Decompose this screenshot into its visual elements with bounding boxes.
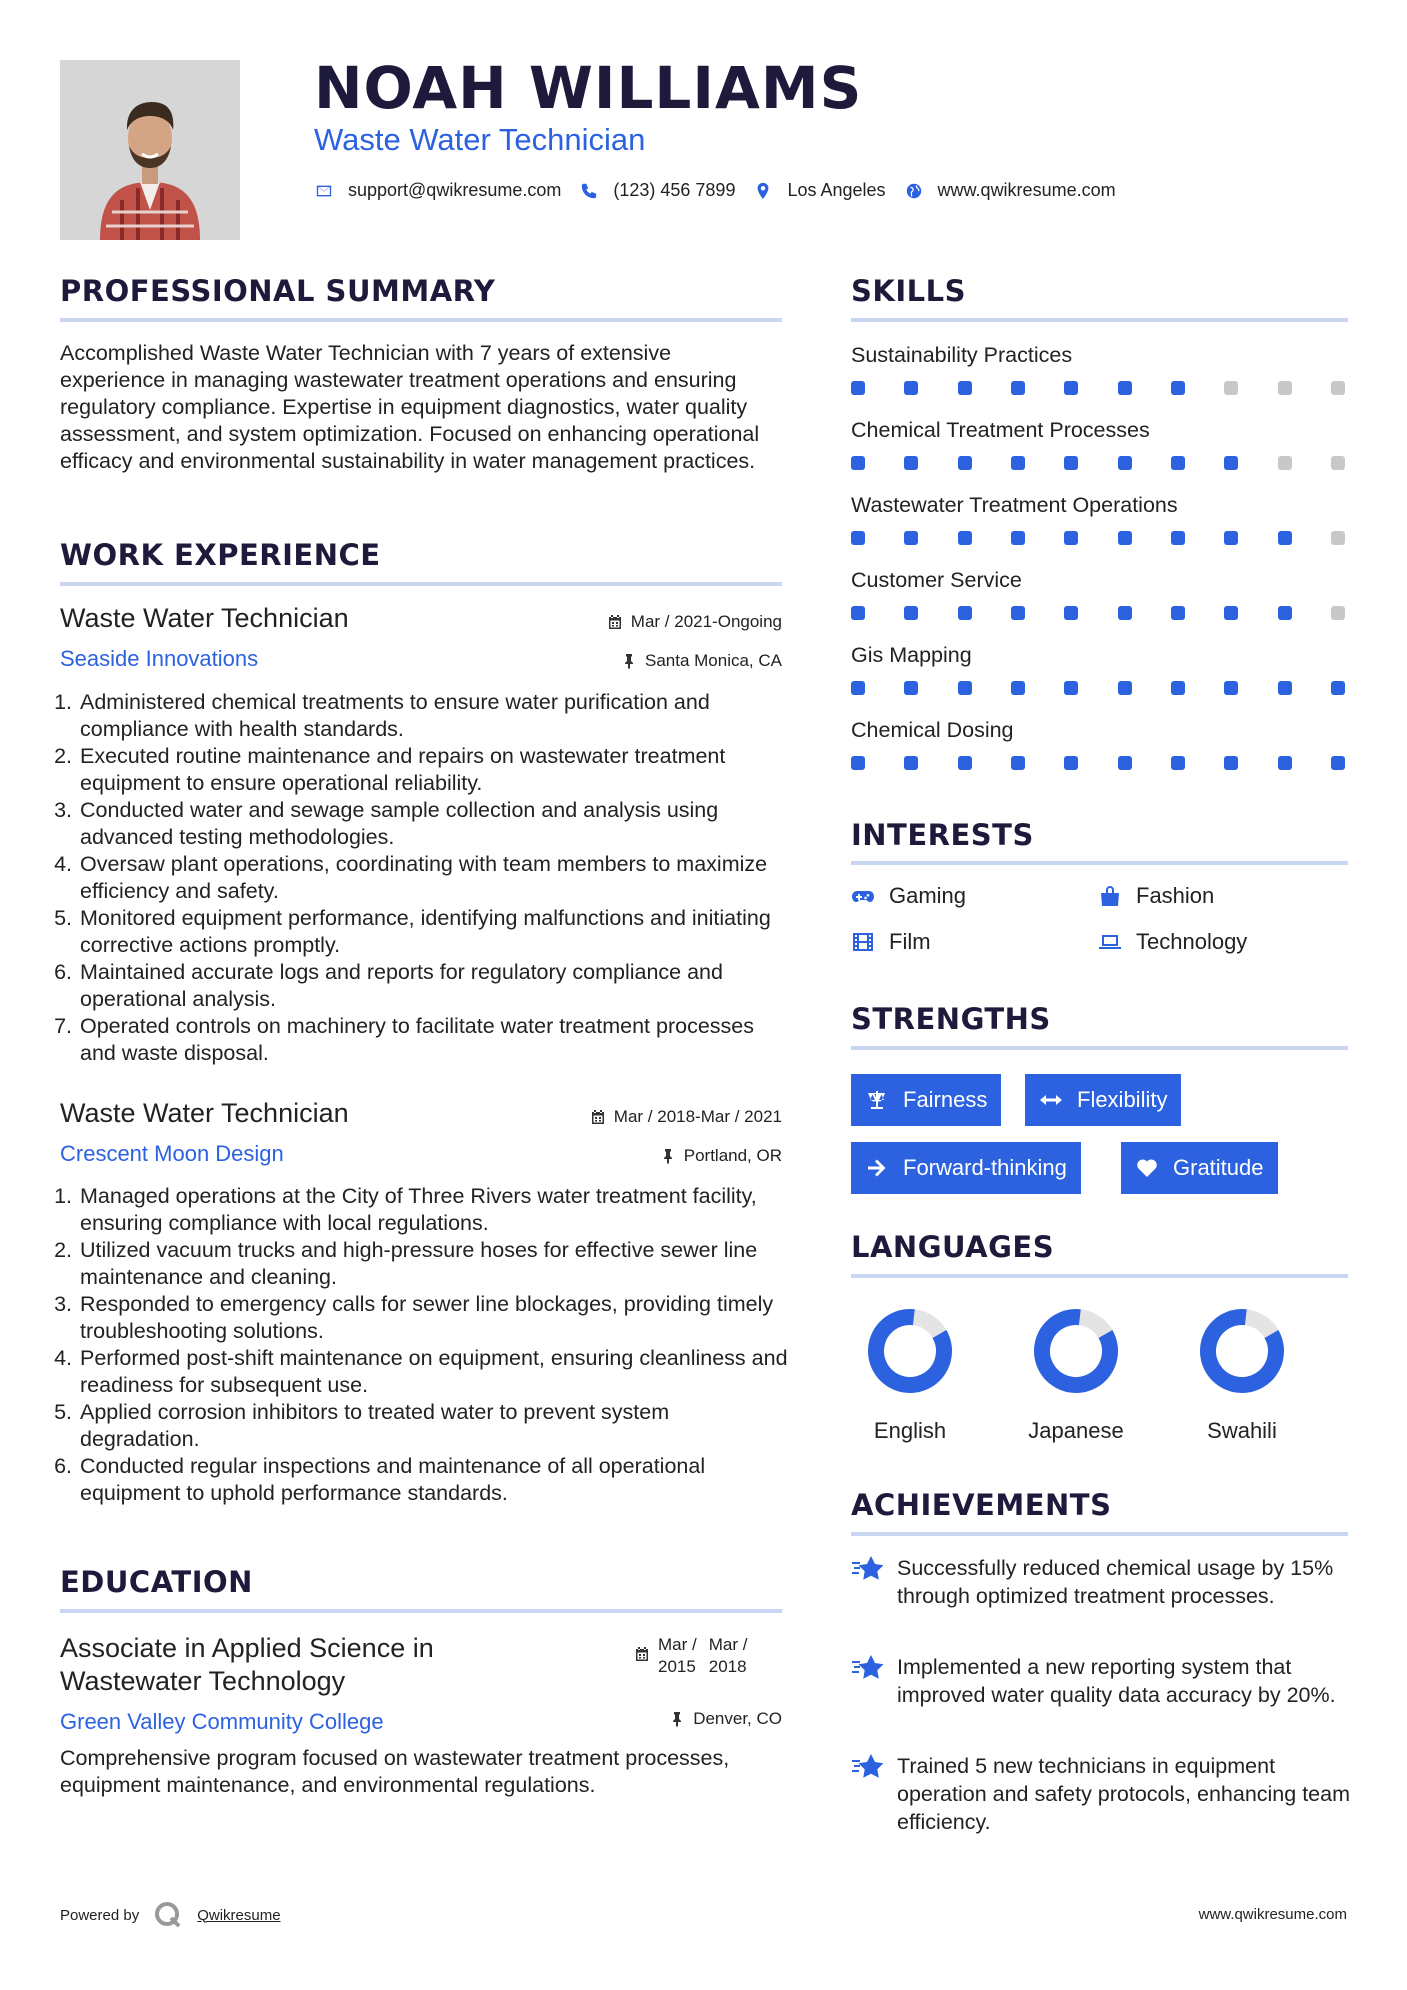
skill-dot-filled: [904, 531, 918, 545]
list-item: 3. Responded to emergency calls for sewer line blockages, providing timely troubleshooting solutions.: [78, 1291, 792, 1345]
education-rule: [60, 1609, 782, 1613]
degree-line: Associate in Applied Science in: [60, 1633, 434, 1663]
interest-item: [1098, 929, 1247, 955]
skill-dot-filled: [1011, 681, 1025, 695]
skill-level-dots: [851, 681, 1345, 695]
skill-dot-empty: [1331, 456, 1345, 470]
phone-text: (123) 456 7899: [613, 180, 736, 200]
achievements-rule: [851, 1532, 1348, 1536]
footer-brand: [60, 1900, 281, 1930]
email-text: support@qwikresume.com: [348, 180, 562, 200]
start-year: 2015: [658, 1657, 696, 1676]
skill-dot-filled: [1224, 681, 1238, 695]
list-item: 4. Performed post-shift maintenance on equipment, ensuring cleanliness and readiness for subsequent use.: [78, 1345, 792, 1399]
interest-label: Fashion: [1136, 883, 1215, 908]
skill-dot-filled: [958, 681, 972, 695]
skills-heading: SKILLS: [851, 274, 966, 308]
language-name: Japanese: [1028, 1418, 1124, 1443]
job-location-text: Portland, OR: [683, 1146, 782, 1165]
gamepad-icon: [851, 884, 875, 908]
skill-dot-filled: [1011, 531, 1025, 545]
skill-dot-filled: [1278, 531, 1292, 545]
job-dates: [607, 612, 782, 632]
calendar-icon: [607, 614, 623, 630]
education-dates: [634, 1634, 747, 1678]
interest-item: [851, 929, 931, 955]
envelope-icon: [314, 181, 334, 201]
language-name: English: [873, 1418, 947, 1443]
skill-dot-empty: [1331, 381, 1345, 395]
strengths-rule: [851, 1046, 1348, 1050]
skill-name: Customer Service: [851, 568, 1022, 592]
interest-label: Gaming: [889, 883, 967, 908]
pin-icon: [660, 1148, 676, 1164]
skill-level-dots: [851, 456, 1345, 470]
language-proficiency-ring: [1197, 1306, 1287, 1396]
strength-tag: [851, 1142, 1081, 1194]
pin-icon: [621, 653, 637, 669]
skill-level-dots: [851, 381, 1345, 395]
job-location: [660, 1146, 782, 1166]
skill-dot-filled: [958, 531, 972, 545]
skill-dot-filled: [1118, 681, 1132, 695]
school-name: Green Valley Community College: [60, 1709, 384, 1734]
skill-dot-filled: [1118, 606, 1132, 620]
education-heading: EDUCATION: [60, 1565, 253, 1599]
skill-dot-filled: [1011, 756, 1025, 770]
skill-dot-filled: [1278, 606, 1292, 620]
skill-dot-filled: [1118, 456, 1132, 470]
list-item: 4. Oversaw plant operations, coordinating with team members to maximize efficiency and safety.: [78, 851, 792, 905]
summary-text: Accomplished Waste Water Technician with 7 years of extensive experience in managing wastewater treatment operations and ensuring regulatory compliance. Expertise in equipment diagnostics, water quality assessment, and system optimization. Focused on enhancing operational efficacy and environmental sustainability in water management practices.: [60, 341, 760, 473]
language-item: [1172, 1306, 1312, 1444]
skill-dot-filled: [1064, 681, 1078, 695]
skill-name: Chemical Dosing: [851, 718, 1014, 742]
start-month: Mar /: [658, 1635, 697, 1654]
skill-dot-filled: [851, 756, 865, 770]
education-end: [709, 1634, 748, 1678]
job-company: Crescent Moon Design: [60, 1141, 284, 1166]
skill-dot-filled: [1064, 381, 1078, 395]
skill-dot-filled: [1171, 456, 1185, 470]
interest-item: [1098, 883, 1214, 909]
language-item: [1006, 1306, 1146, 1444]
skill-dot-filled: [1064, 531, 1078, 545]
language-name: Swahili: [1207, 1418, 1277, 1443]
ring-fill: [1031, 1306, 1121, 1396]
job-location: [621, 651, 782, 671]
job-company: Seaside Innovations: [60, 646, 259, 671]
interest-label: Technology: [1136, 929, 1248, 954]
skill-dot-filled: [1171, 531, 1185, 545]
star-icon: [851, 1554, 885, 1582]
skill-dot-filled: [851, 606, 865, 620]
skill-dot-filled: [1224, 756, 1238, 770]
powered-by-text: Powered by: [60, 1906, 140, 1924]
skill-dot-empty: [1331, 531, 1345, 545]
summary-rule: [60, 318, 782, 322]
skill-dot-filled: [851, 456, 865, 470]
website-text: www.qwikresume.com: [937, 180, 1116, 200]
interests-heading: INTERESTS: [851, 818, 1034, 852]
summary-heading: PROFESSIONAL SUMMARY: [60, 274, 496, 308]
laptop-icon: [1098, 930, 1122, 954]
skill-dot-filled: [1278, 756, 1292, 770]
list-item: 2. Utilized vacuum trucks and high-pressure hoses for effective sewer line maintenance and cleaning.: [78, 1237, 792, 1291]
skills-rule: [851, 318, 1348, 322]
list-item: 1. Managed operations at the City of Three Rivers water treatment facility, ensuring compliance with local regulations.: [78, 1183, 792, 1237]
skill-dot-filled: [1011, 381, 1025, 395]
map-marker-icon: [753, 181, 773, 201]
strength-tag: [851, 1074, 1001, 1126]
skill-dot-filled: [1064, 456, 1078, 470]
skill-level-dots: [851, 531, 1345, 545]
skill-dot-filled: [1064, 756, 1078, 770]
skill-dot-filled: [958, 756, 972, 770]
skill-dot-filled: [1171, 606, 1185, 620]
achievement-text: Trained 5 new technicians in equipment operation and safety protocols, enhancing team efficiency.: [897, 1754, 1350, 1834]
achievement-item: [851, 1752, 1351, 1836]
skill-dot-filled: [904, 381, 918, 395]
star-icon: [851, 1653, 885, 1681]
interests-rule: [851, 861, 1348, 865]
balance-scale-icon: [865, 1088, 889, 1112]
education-start: [658, 1634, 697, 1678]
contact-location: [753, 180, 885, 201]
education-description: Comprehensive program focused on wastewater treatment processes, equipment maintenance, and environmental regulations.: [60, 1746, 730, 1797]
skill-dot-filled: [904, 606, 918, 620]
skill-dot-filled: [958, 456, 972, 470]
contact-website[interactable]: [904, 180, 1116, 201]
skill-dot-filled: [1331, 756, 1345, 770]
language-item: [840, 1306, 980, 1444]
list-item: 2. Executed routine maintenance and repairs on wastewater treatment equipment to ensure operational reliability.: [78, 743, 792, 797]
language-proficiency-ring: [865, 1306, 955, 1396]
skill-dot-filled: [1224, 531, 1238, 545]
candidate-title: Waste Water Technician: [314, 122, 646, 157]
star-icon: [851, 1752, 885, 1780]
skill-dot-filled: [958, 606, 972, 620]
location-text: Los Angeles: [787, 180, 886, 200]
skill-dot-filled: [1171, 756, 1185, 770]
calendar-icon: [590, 1109, 606, 1125]
heart-icon: [1135, 1156, 1159, 1180]
skill-dot-filled: [1224, 456, 1238, 470]
film-icon: [851, 930, 875, 954]
skill-name: Gis Mapping: [851, 643, 972, 667]
achievement-text: Successfully reduced chemical usage by 15% through optimized treatment processes.: [897, 1556, 1334, 1608]
skill-dot-empty: [1278, 381, 1292, 395]
skill-name: Sustainability Practices: [851, 343, 1073, 367]
achievement-item: [851, 1554, 1351, 1610]
languages-rule: [851, 1274, 1348, 1278]
experience-heading: WORK EXPERIENCE: [60, 538, 381, 572]
skill-dot-filled: [851, 681, 865, 695]
list-item: 6. Conducted regular inspections and maintenance of all operational equipment to uphold performance standards.: [78, 1453, 792, 1507]
ring-fill: [865, 1306, 955, 1396]
job-dates-text: Mar / 2018-Mar / 2021: [613, 1107, 782, 1126]
skill-dot-filled: [1118, 756, 1132, 770]
skill-level-dots: [851, 606, 1345, 620]
skill-dot-filled: [1224, 606, 1238, 620]
skill-dot-filled: [1331, 681, 1345, 695]
skill-dot-filled: [1064, 606, 1078, 620]
skill-name: Wastewater Treatment Operations: [851, 493, 1178, 517]
strength-label: Forward-thinking: [903, 1155, 1067, 1180]
skill-dot-filled: [904, 456, 918, 470]
strengths-heading: STRENGTHS: [851, 1002, 1051, 1036]
job-location-text: Santa Monica, CA: [644, 651, 782, 670]
phone-icon: [579, 181, 599, 201]
list-item: 6. Maintained accurate logs and reports for regulatory compliance and operational analysis.: [78, 959, 792, 1013]
experience-rule: [60, 582, 782, 586]
arrow-right-icon: [865, 1156, 889, 1180]
skill-dot-filled: [1011, 456, 1025, 470]
contact-phone[interactable]: [579, 180, 735, 201]
skill-dot-empty: [1224, 381, 1238, 395]
achievement-item: [851, 1653, 1351, 1709]
contact-email[interactable]: [314, 180, 561, 201]
brand-link[interactable]: Qwikresume: [197, 1906, 281, 1924]
skill-dot-filled: [1171, 381, 1185, 395]
skill-dot-filled: [904, 756, 918, 770]
arrows-horizontal-icon: [1039, 1088, 1063, 1112]
interest-item: [851, 883, 966, 909]
skill-dot-filled: [1118, 531, 1132, 545]
skill-dot-filled: [851, 381, 865, 395]
strength-tag: [1025, 1074, 1181, 1126]
list-item: 7. Operated controls on machinery to facilitate water treatment processes and waste disposal.: [78, 1013, 792, 1067]
skill-dot-filled: [1171, 681, 1185, 695]
degree-title: [60, 1632, 580, 1698]
education-location: [669, 1709, 782, 1729]
skill-dot-empty: [1278, 456, 1292, 470]
footer-site[interactable]: www.qwikresume.com: [1198, 1906, 1347, 1923]
skill-dot-filled: [958, 381, 972, 395]
skill-dot-filled: [1278, 681, 1292, 695]
job-title: Waste Water Technician: [60, 1098, 349, 1128]
strength-label: Flexibility: [1077, 1087, 1168, 1112]
skill-dot-filled: [904, 681, 918, 695]
strength-tag: [1121, 1142, 1278, 1194]
job-dates: [590, 1107, 782, 1127]
candidate-name: NOAH WILLIAMS: [314, 54, 863, 122]
language-proficiency-ring: [1031, 1306, 1121, 1396]
degree-line: Wastewater Technology: [60, 1666, 346, 1696]
list-item: 1. Administered chemical treatments to ensure water purification and compliance with health standards.: [78, 689, 792, 743]
profile-photo: [60, 60, 240, 240]
interest-label: Film: [889, 929, 931, 954]
strength-label: Fairness: [903, 1087, 988, 1112]
job-title: Waste Water Technician: [60, 603, 349, 633]
skill-level-dots: [851, 756, 1345, 770]
end-month: Mar /: [708, 1635, 748, 1654]
contact-bar: [314, 180, 1134, 201]
job-bullet-list: [60, 1183, 792, 1507]
list-item: 5. Monitored equipment performance, identifying malfunctions and initiating corrective actions promptly.: [78, 905, 792, 959]
qwikresume-logo-icon: [153, 1900, 183, 1930]
shopping-bag-icon: [1098, 884, 1122, 908]
list-item: 5. Applied corrosion inhibitors to treated water to prevent system degradation.: [78, 1399, 792, 1453]
globe-icon: [904, 181, 924, 201]
end-year: 2018: [708, 1657, 747, 1676]
calendar-icon: [634, 1646, 650, 1662]
job-bullet-list: [60, 689, 792, 1067]
languages-heading: LANGUAGES: [851, 1230, 1055, 1264]
skill-dot-empty: [1331, 606, 1345, 620]
list-item: 3. Conducted water and sewage sample collection and analysis using advanced testing methodologies.: [78, 797, 792, 851]
pin-icon: [669, 1711, 685, 1727]
education-location-text: Denver, CO: [693, 1709, 782, 1728]
ring-fill: [1197, 1306, 1287, 1396]
strength-label: Gratitude: [1173, 1155, 1264, 1180]
job-dates-text: Mar / 2021-Ongoing: [630, 612, 782, 631]
skill-name: Chemical Treatment Processes: [851, 418, 1150, 442]
skill-dot-filled: [1011, 606, 1025, 620]
achievements-heading: ACHIEVEMENTS: [851, 1488, 1112, 1522]
skill-dot-filled: [851, 531, 865, 545]
skill-dot-filled: [1118, 381, 1132, 395]
achievement-text: Implemented a new reporting system that improved water quality data accuracy by 20%.: [897, 1655, 1336, 1707]
